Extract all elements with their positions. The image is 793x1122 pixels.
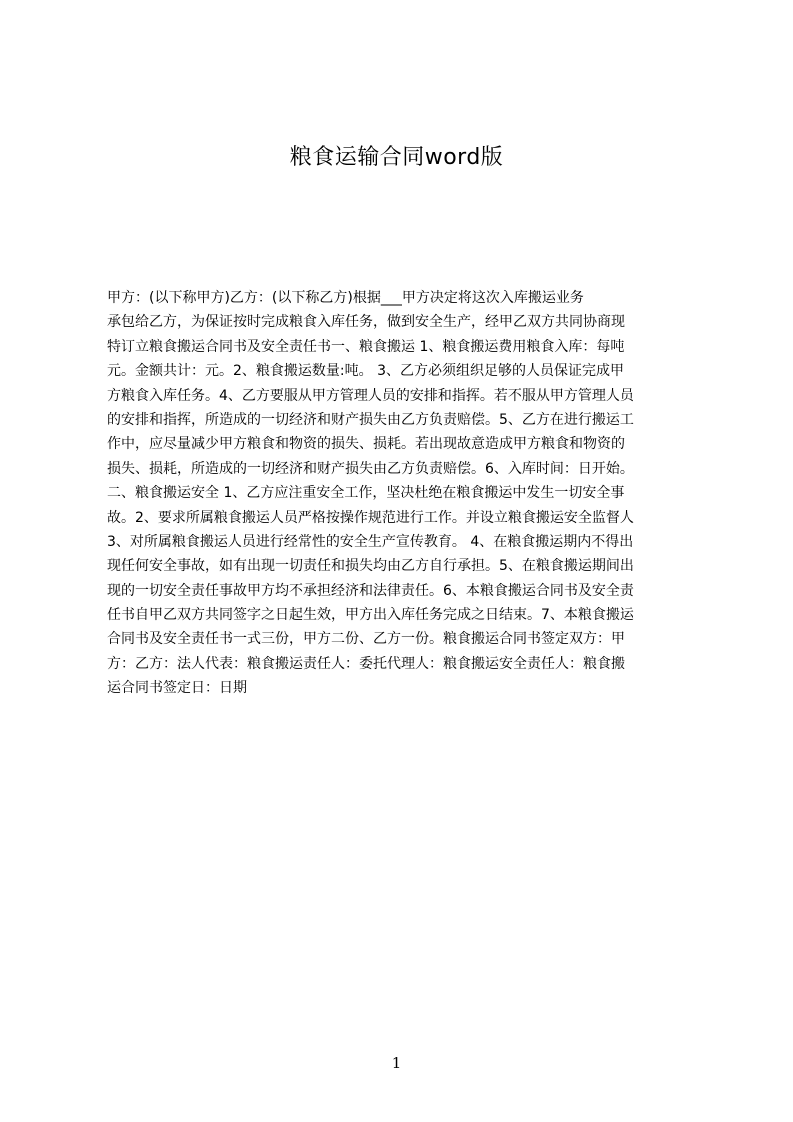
body-line: 运合同书签定日：日期 [107,680,247,697]
body-line: 二、粮食搬运安全 1、乙方应注重安全工作，坚决杜绝在粮食搬运中发生一切安全事 [107,485,625,502]
document-title: 粮食运输合同word版 [289,145,504,170]
body-line: 故。2、要求所属粮食搬运人员严格按操作规范进行工作。并设立粮食搬运安全监督人 [107,509,634,526]
body-line: 现的一切安全责任事故甲方均不承担经济和法律责任。6、本粮食搬运合同书及安全责 [107,582,634,599]
body-line: 甲方：(以下称甲方)乙方：(以下称乙方)根据___甲方决定将这次入库搬运业务 [107,290,584,306]
body-line: 现任何安全事故，如有出现一切责任和损失均由乙方自行承担。5、在粮食搬运期间出 [107,558,634,575]
document-body [107,286,697,701]
body-line: 承包给乙方，为保证按时完成粮食入库任务，做到安全生产，经甲乙双方共同协商现 [107,314,625,331]
page-number: 1 [391,1054,402,1072]
body-line: 方：乙方：法人代表：粮食搬运责任人：委托代理人：粮食搬运安全责任人：粮食搬 [107,655,625,672]
body-line: 任书自甲乙双方共同签字之日起生效，甲方出入库任务完成之日结束。7、本粮食搬运 [107,607,634,624]
body-line: 的安排和指挥，所造成的一切经济和财产损失由乙方负责赔偿。5、乙方在进行搬运工 [107,411,634,428]
body-line: 合同书及安全责任书一式三份，甲方二份、乙方一份。粮食搬运合同书签定双方：甲 [107,631,625,648]
body-line: 3、对所属粮食搬运人员进行经常性的安全生产宣传教育。 4、在粮食搬运期内不得出 [107,533,634,550]
body-line: 方粮食入库任务。4、乙方要服从甲方管理人员的安排和指挥。若不服从甲方管理人员 [107,387,634,404]
body-line: 特订立粮食搬运合同书及安全责任书一、粮食搬运 1、粮食搬运费用粮食入库：每吨 [107,338,625,355]
body-line: 作中，应尽量减少甲方粮食和物资的损失、损耗。若出现故意造成甲方粮食和物资的 [107,436,625,453]
body-line: 损失、损耗，所造成的一切经济和财产损失由乙方负责赔偿。6、入库时间：日开始。 [107,460,634,477]
body-line: 元。金额共计：元。2、粮食搬运数量:吨。 3、乙方必须组织足够的人员保证完成甲 [107,363,624,380]
